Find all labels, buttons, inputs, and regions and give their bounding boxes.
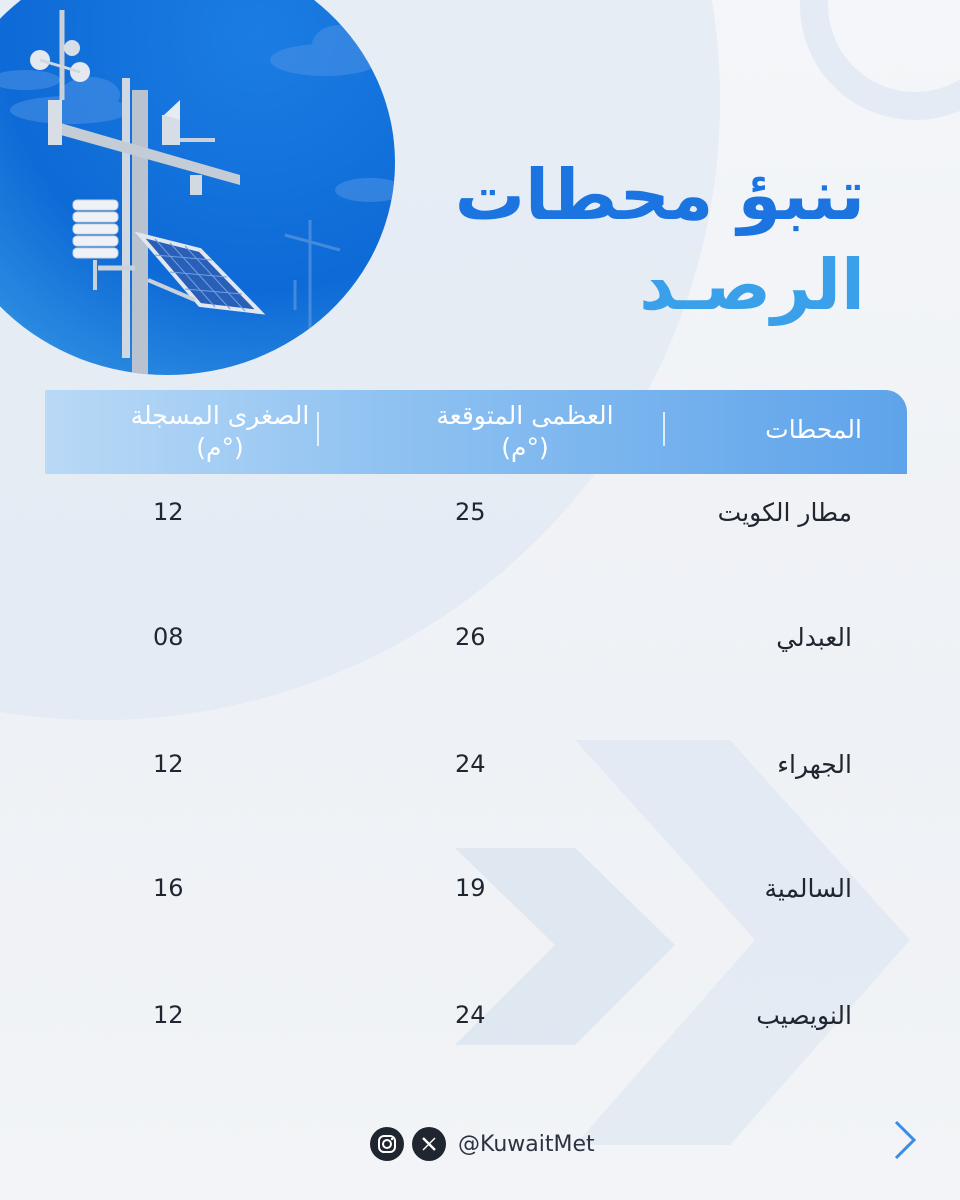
max-temp-value: 26 <box>455 623 486 651</box>
station-name: السالمية <box>764 874 852 903</box>
header-min-unit: (°م) <box>196 433 244 462</box>
max-temp-value: 19 <box>455 874 486 902</box>
weather-station-illustration <box>0 0 395 375</box>
station-name: العبدلي <box>776 623 852 652</box>
min-temp-value: 12 <box>153 498 184 526</box>
header-min-temp <box>95 400 345 464</box>
header-max-temp <box>385 400 665 464</box>
header-max-unit: (°م) <box>501 433 549 462</box>
min-temp-value: 12 <box>153 750 184 778</box>
min-temp-value: 08 <box>153 623 184 651</box>
social-handle[interactable]: @KuwaitMet <box>458 1131 595 1157</box>
chevron-right-icon[interactable] <box>890 1118 920 1166</box>
max-temp-value: 25 <box>455 498 486 526</box>
table-row <box>45 1001 907 1051</box>
station-name: الجهراء <box>777 750 852 779</box>
header-station: المحطات <box>765 415 862 444</box>
footer-social <box>370 1126 595 1162</box>
table-row <box>45 750 907 800</box>
max-temp-value: 24 <box>455 750 486 778</box>
header-min-label: الصغرى المسجلة <box>130 401 310 430</box>
x-icon[interactable] <box>412 1127 446 1161</box>
station-name: النويصيب <box>756 1001 852 1030</box>
instagram-icon[interactable] <box>370 1127 404 1161</box>
table-row <box>45 874 907 924</box>
title-line-1: تنبؤ محطات <box>454 154 865 236</box>
title-line-2: الرصـد <box>639 244 865 326</box>
station-name: مطار الكويت <box>717 498 852 527</box>
table-row <box>45 623 907 673</box>
page-title <box>345 150 865 330</box>
max-temp-value: 24 <box>455 1001 486 1029</box>
min-temp-value: 16 <box>153 874 184 902</box>
min-temp-value: 12 <box>153 1001 184 1029</box>
header-max-label: العظمى المتوقعة <box>436 401 614 430</box>
table-row <box>45 498 907 548</box>
table-header <box>45 390 907 474</box>
